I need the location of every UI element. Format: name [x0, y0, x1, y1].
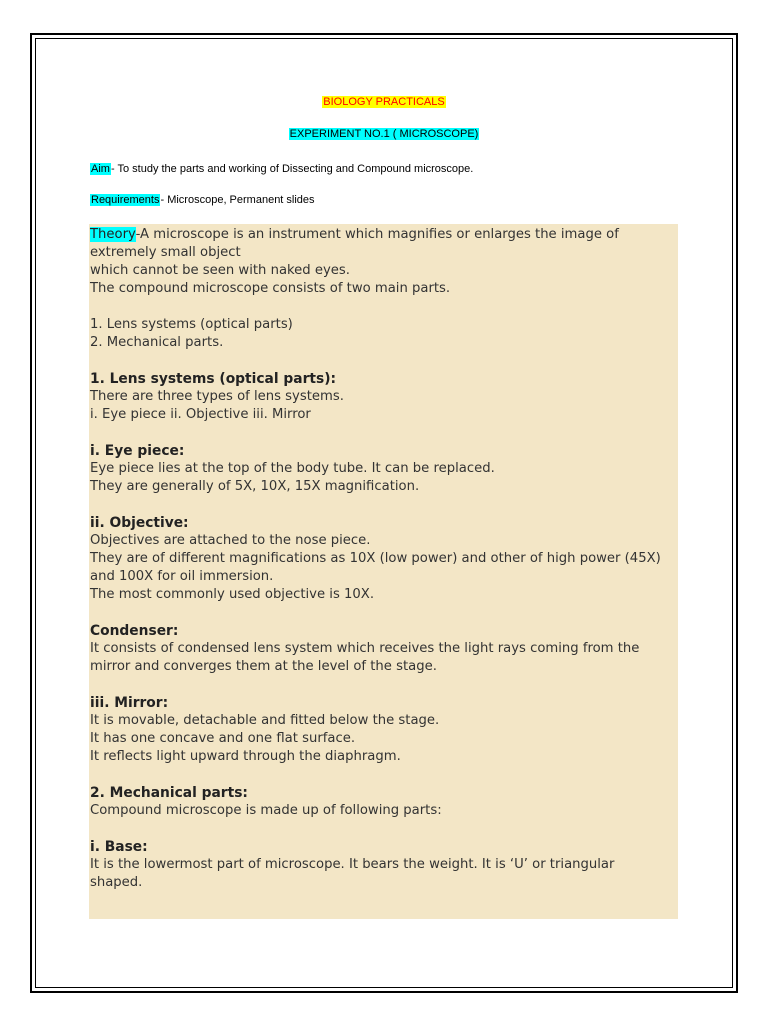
parts-list-item: 2. Mechanical parts.: [90, 335, 224, 350]
body-line: It is movable, detachable and fitted below the stage.: [90, 713, 440, 728]
title-text: BIOLOGY PRACTICALS: [323, 96, 445, 108]
requirements-text: - Microscope, Permanent slides: [160, 194, 315, 206]
body-line: shaped.: [90, 875, 143, 890]
body-line: There are three types of lens systems.: [90, 389, 344, 404]
section-heading: Condenser:: [90, 623, 179, 639]
requirements-label: Requirements: [91, 194, 160, 206]
body-line: It consists of condensed lens system which receives the light rays coming from the: [90, 641, 640, 656]
section-heading: iii. Mirror:: [90, 695, 169, 711]
body-line: mirror and converges them at the level of the stage.: [90, 659, 437, 674]
parts-list-item: 1. Lens systems (optical parts): [90, 317, 293, 332]
section-heading: 2. Mechanical parts:: [90, 785, 248, 801]
body-line: Eye piece lies at the top of the body tube. It can be replaced.: [90, 461, 495, 476]
body-line: They are of different magnifications as 10X (low power) and other of high power (45X): [90, 551, 661, 566]
section-heading: i. Eye piece:: [90, 443, 185, 459]
body-line: It has one concave and one flat surface.: [90, 731, 356, 746]
theory-intro-line: which cannot be seen with naked eyes.: [90, 263, 350, 278]
section-heading: ii. Objective:: [90, 515, 189, 531]
theory-intro-line: extremely small object: [90, 245, 241, 260]
section-heading: i. Base:: [90, 839, 148, 855]
aim-line: [90, 162, 473, 176]
body-line: Compound microscope is made up of following parts:: [90, 803, 442, 818]
body-line: and 100X for oil immersion.: [90, 569, 274, 584]
body-line: The most commonly used objective is 10X.: [90, 587, 375, 602]
theory-label: Theory: [90, 227, 136, 242]
experiment-heading: [0, 127, 768, 141]
theory-intro-line: Theory-A microscope is an instrument which magnifies or enlarges the image of: [90, 227, 619, 242]
aim-text: - To study the parts and working of Dissecting and Compound microscope.: [110, 163, 474, 175]
experiment-text: EXPERIMENT NO.1 ( MICROSCOPE): [289, 128, 479, 140]
body-line: It reflects light upward through the diaphragm.: [90, 749, 401, 764]
requirements-line: [90, 193, 315, 207]
document-title: [0, 95, 768, 109]
body-line: Objectives are attached to the nose piece.: [90, 533, 371, 548]
body-line: It is the lowermost part of microscope. It bears the weight. It is ‘U’ or triangular: [90, 857, 615, 872]
theory-intro-line: The compound microscope consists of two main parts.: [90, 281, 451, 296]
body-line: i. Eye piece ii. Objective iii. Mirror: [90, 407, 311, 422]
section-heading: 1. Lens systems (optical parts):: [90, 371, 337, 387]
theory-section: [89, 224, 678, 919]
body-line: They are generally of 5X, 10X, 15X magnification.: [90, 479, 420, 494]
aim-label: Aim: [91, 163, 110, 175]
